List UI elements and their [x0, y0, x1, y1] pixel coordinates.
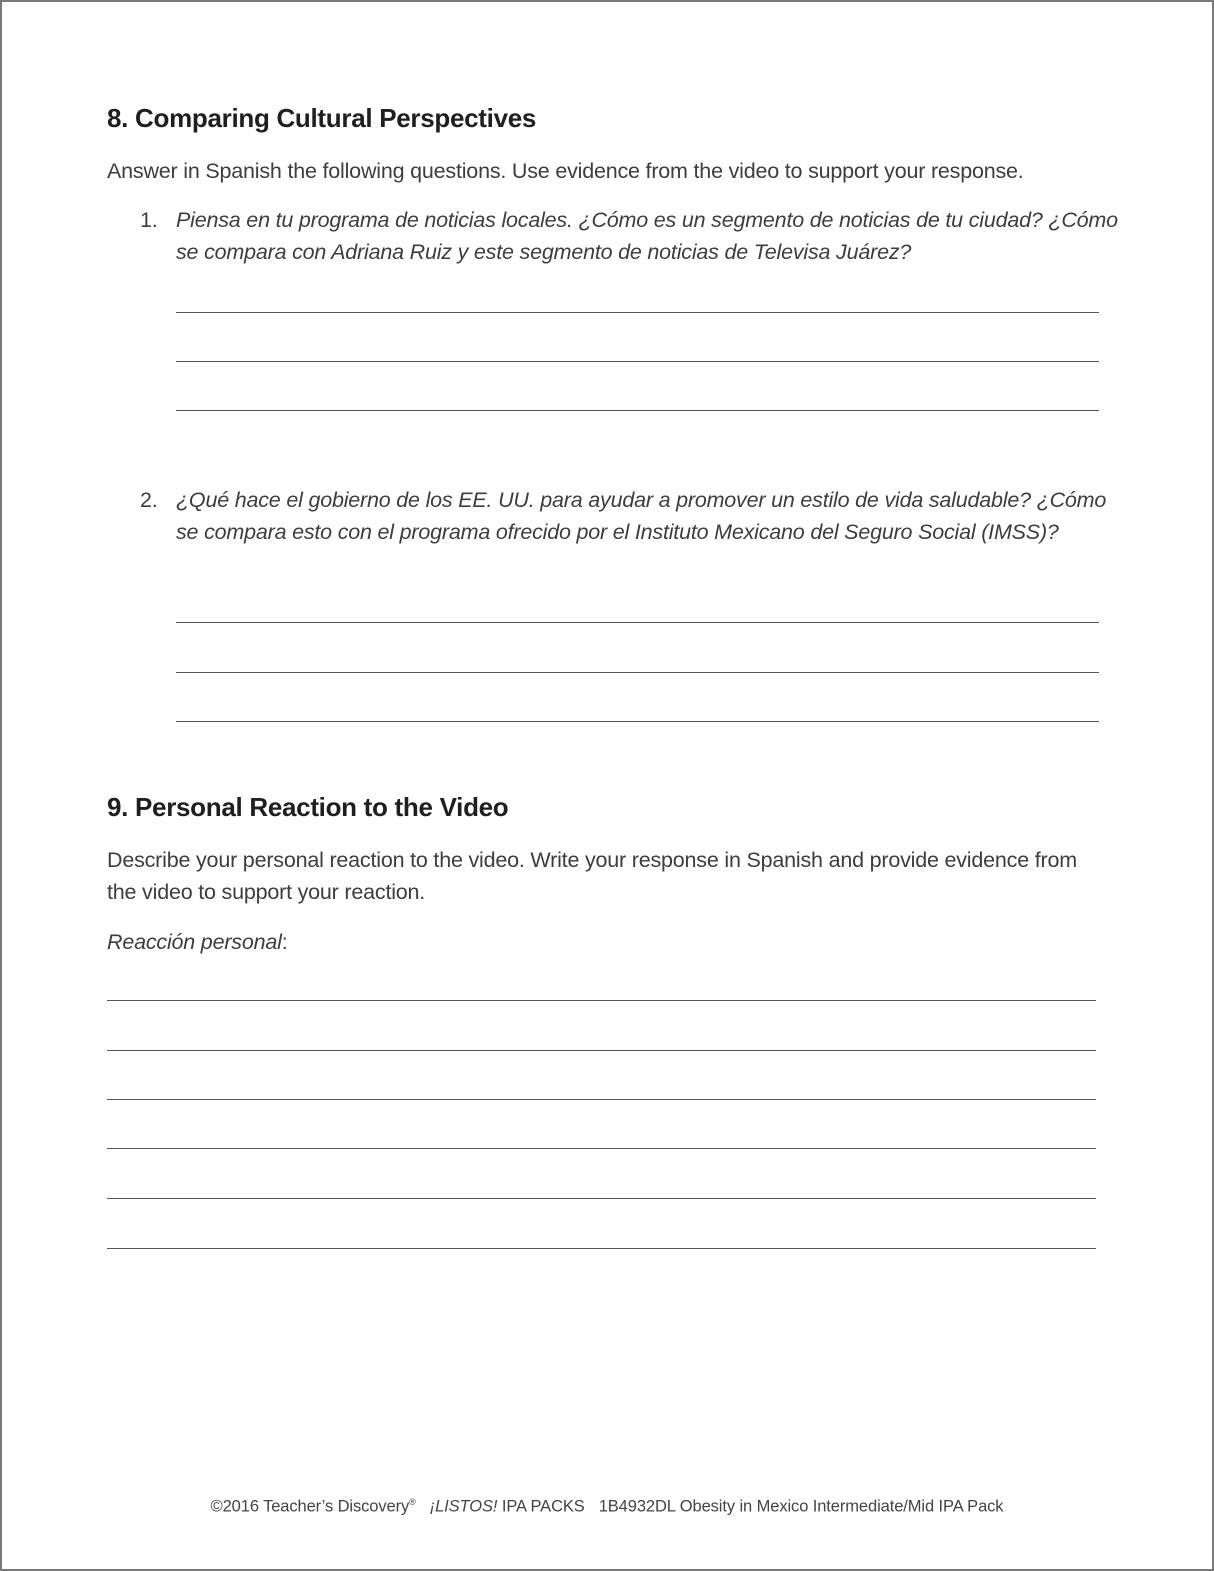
registered-mark: ®	[409, 1497, 416, 1507]
section-8-instructions: Answer in Spanish the following questions. Use evidence from the video to support your response.	[107, 159, 1024, 183]
reaction-line-2[interactable]	[107, 1050, 1096, 1051]
question-2-number: 2.	[140, 488, 158, 512]
answer-line-q2-3[interactable]	[176, 721, 1099, 722]
section-9-instructions: Describe your personal reaction to the video. Write your response in Spanish and provide evidence from the video to support your reaction.	[107, 848, 1077, 904]
reaction-line-3[interactable]	[107, 1099, 1096, 1100]
footer	[0, 1497, 1214, 1517]
reaction-line-1[interactable]	[107, 1000, 1096, 1001]
section-8-title: 8. Comparing Cultural Perspectives	[107, 103, 537, 133]
footer-product: 1B4932DL Obesity in Mexico Intermediate/Mid IPA Pack	[598, 1497, 1004, 1516]
answer-line-q1-1[interactable]	[176, 312, 1099, 313]
answer-line-q1-3[interactable]	[176, 410, 1099, 411]
answer-line-q2-2[interactable]	[176, 672, 1099, 673]
reaction-line-4[interactable]	[107, 1148, 1096, 1149]
footer-series: IPA PACKS	[501, 1497, 585, 1516]
question-1-number: 1.	[140, 208, 158, 232]
footer-brand: ¡LISTOS!	[429, 1497, 498, 1516]
reaction-line-5[interactable]	[107, 1198, 1096, 1199]
reaction-line-6[interactable]	[107, 1248, 1096, 1249]
reaction-label	[107, 926, 287, 958]
question-1-text: Piensa en tu programa de noticias locales. ¿Cómo es un segmento de noticias de tu ciudad? ¿Cómo se compara con Adriana Ruiz y este segmento de noticias de Televisa Juárez?	[176, 208, 1118, 264]
section-9-title: 9. Personal Reaction to the Video	[107, 792, 509, 822]
reaction-label-colon: :	[281, 930, 288, 954]
reaction-label-text: Reacción personal	[107, 930, 282, 954]
footer-copyright: ©2016 Teacher’s Discovery	[210, 1497, 410, 1516]
answer-line-q2-1[interactable]	[176, 622, 1099, 623]
question-2-text: ¿Qué hace el gobierno de los EE. UU. para ayudar a promover un estilo de vida saludable? ¿Cómo se compara esto con el programa ofrecido por el Instituto Mexicano del Seguro Social (IMSS)?	[176, 488, 1107, 544]
answer-line-q1-2[interactable]	[176, 361, 1099, 362]
